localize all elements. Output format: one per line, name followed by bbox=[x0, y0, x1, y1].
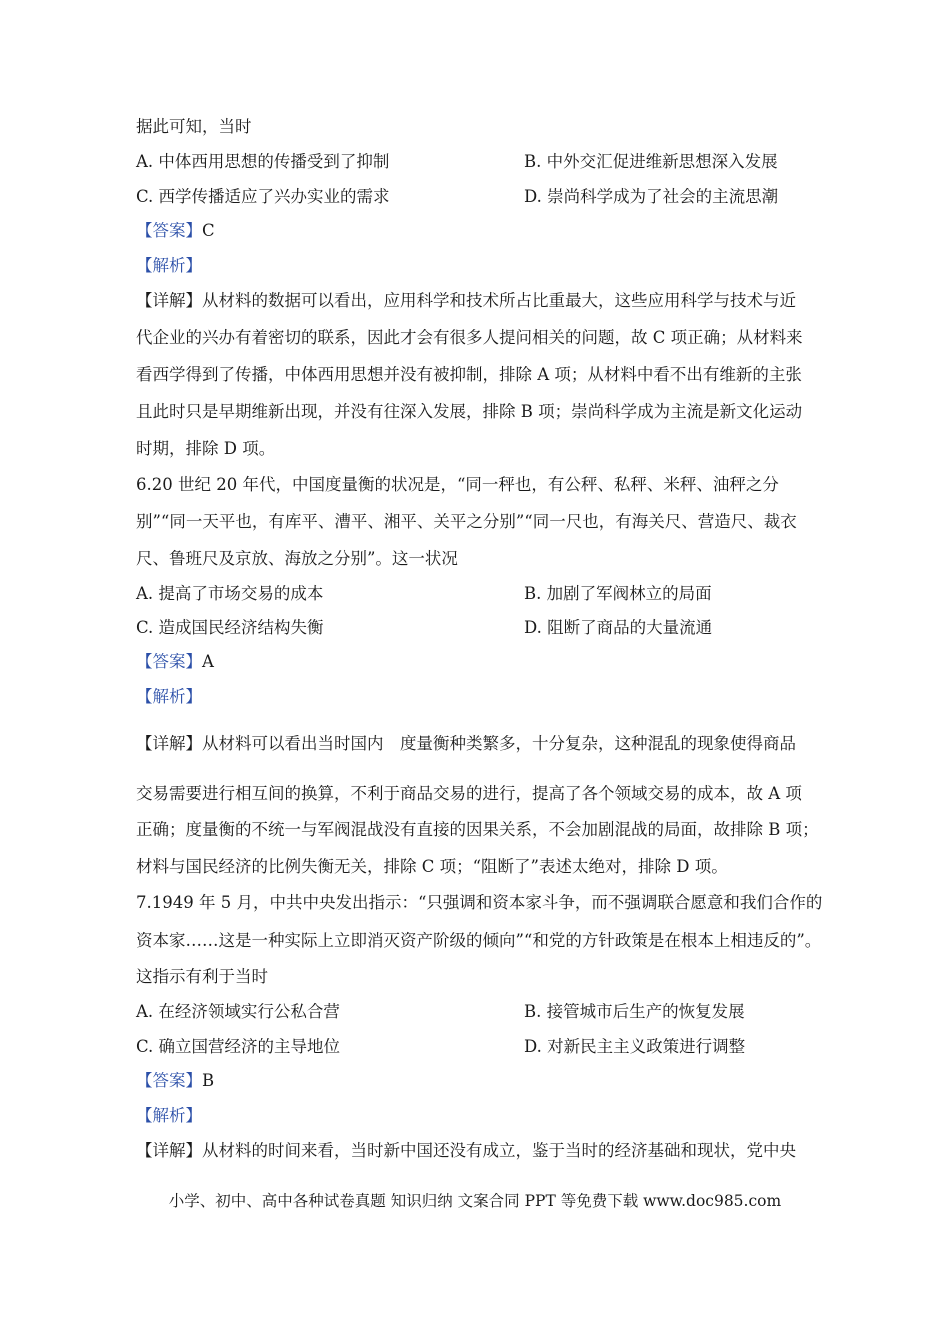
q7-stem-line-1: 7.1949 年 5 月，中共中央发出指示：“只强调和资本家斗争，而不强调联合愿意和我们合作的 bbox=[136, 893, 823, 912]
q5-detail-line-4: 且此时只是早期维新出现，并没有往深入发展，排除 B 项；崇尚科学成为主流是新文化运动 bbox=[136, 402, 803, 421]
q5-detail-line-3: 看西学得到了传播，中体西用思想并没有被抑制，排除 A 项；从材料中看不出有维新的主张 bbox=[136, 365, 802, 384]
q5-option-c: C. 西学传播适应了兴办实业的需求 bbox=[136, 187, 390, 206]
q6-stem-line-3: 尺、鲁班尺及京放、海放之分别”。这一状况 bbox=[136, 549, 458, 568]
q6-detail-line-4: 材料与国民经济的比例失衡无关，排除 C 项；“阻断了”表述太绝对，排除 D 项。 bbox=[136, 857, 728, 876]
answer-value: B bbox=[202, 1071, 215, 1090]
q7-option-a: A. 在经济领域实行公私合营 bbox=[136, 1002, 340, 1021]
q7-option-d: D. 对新民主主义政策进行调整 bbox=[524, 1037, 746, 1056]
detail-text: 从材料的数据可以看出，应用科学和技术所占比重最大，这些应用科学与技术与近 bbox=[202, 291, 796, 310]
q6-answer bbox=[136, 651, 214, 673]
q5-option-a: A. 中体西用思想的传播受到了抑制 bbox=[136, 152, 390, 171]
detail-tag: 【详解】 bbox=[136, 734, 202, 753]
q6-detail-line-2: 交易需要进行相互间的换算，不利于商品交易的进行，提高了各个领域交易的成本，故 A 项 bbox=[136, 784, 802, 803]
q5-stem-tail: 据此可知，当时 bbox=[136, 117, 252, 136]
q7-analysis-tag: 【解析】 bbox=[136, 1106, 202, 1125]
q5-option-d: D. 崇尚科学成为了社会的主流思潮 bbox=[524, 187, 779, 206]
q7-option-c: C. 确立国营经济的主导地位 bbox=[136, 1037, 341, 1056]
q6-detail-line-1 bbox=[136, 733, 796, 755]
q5-detail-line-2: 代企业的兴办有着密切的联系，因此才会有很多人提问相关的问题，故 C 项正确；从材料来 bbox=[136, 328, 803, 347]
q6-option-d: D. 阻断了商品的大量流通 bbox=[524, 618, 713, 637]
q5-analysis-tag: 【解析】 bbox=[136, 256, 202, 275]
q7-option-b: B. 接管城市后生产的恢复发展 bbox=[524, 1002, 745, 1021]
q7-detail-line-1 bbox=[136, 1140, 796, 1162]
q5-detail-line-1 bbox=[136, 290, 796, 312]
page-footer: 小学、初中、高中各种试卷真题 知识归纳 文案合同 PPT 等免费下载 www.doc985.com bbox=[168, 1192, 782, 1210]
q7-stem-line-3: 这指示有利于当时 bbox=[136, 967, 268, 986]
answer-tag: 【答案】 bbox=[136, 1071, 202, 1090]
q5-option-b: B. 中外交汇促进维新思想深入发展 bbox=[524, 152, 778, 171]
q6-analysis-tag: 【解析】 bbox=[136, 687, 202, 706]
detail-tag: 【详解】 bbox=[136, 291, 202, 310]
answer-value: C bbox=[202, 221, 215, 240]
detail-text: 从材料可以看出当时国内 度量衡种类繁多，十分复杂，这种混乱的现象使得商品 bbox=[202, 734, 796, 753]
q7-answer bbox=[136, 1070, 214, 1092]
answer-value: A bbox=[202, 652, 214, 671]
q6-option-c: C. 造成国民经济结构失衡 bbox=[136, 618, 324, 637]
answer-tag: 【答案】 bbox=[136, 221, 202, 240]
q6-option-b: B. 加剧了军阀林立的局面 bbox=[524, 584, 712, 603]
q6-detail-line-3: 正确；度量衡的不统一与军阀混战没有直接的因果关系，不会加剧混战的局面，故排除 B 项； bbox=[136, 820, 819, 839]
q5-answer bbox=[136, 220, 215, 242]
q7-stem-line-2: 资本家……这是一种实际上立即消灭资产阶级的倾向”“和党的方针政策是在根本上相违反的”。 bbox=[136, 931, 822, 950]
detail-tag: 【详解】 bbox=[136, 1141, 202, 1160]
q6-option-a: A. 提高了市场交易的成本 bbox=[136, 584, 324, 603]
q6-stem-line-2: 别”“同一天平也，有库平、漕平、湘平、关平之分别”“同一尺也，有海关尺、营造尺、裁衣 bbox=[136, 512, 797, 531]
q6-stem-line-1: 6.20 世纪 20 年代，中国度量衡的状况是，“同一秤也，有公秤、私秤、米秤、油秤之分 bbox=[136, 475, 779, 494]
detail-text: 从材料的时间来看，当时新中国还没有成立，鉴于当时的经济基础和现状，党中央 bbox=[202, 1141, 796, 1160]
q5-detail-line-5: 时期，排除 D 项。 bbox=[136, 439, 276, 458]
answer-tag: 【答案】 bbox=[136, 652, 202, 671]
